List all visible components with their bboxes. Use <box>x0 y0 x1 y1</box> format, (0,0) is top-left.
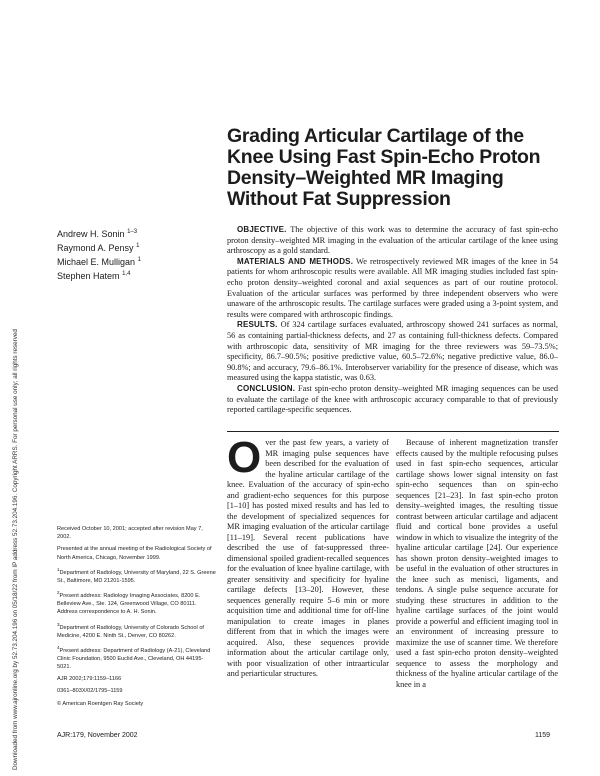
download-watermark <box>0 130 19 770</box>
section-divider <box>227 431 559 432</box>
article-title: Grading Articular Cartilage of the Knee Using Fast Spin-Echo Proton Density–Weighted MR Imaging Without Fat Suppression <box>227 125 541 210</box>
received-note: Received October 10, 2001; accepted after revision May 7, 2002. <box>57 526 203 541</box>
author-list <box>57 226 217 282</box>
download-watermark-text: Downloaded from www.ajronline.org by 52.73.204.196 on 05/18/22 from IP address 52.73.204.196. Copyright ARRS. For personal use only; all rights reserved <box>12 329 19 770</box>
abstract-conclusion: CONCLUSION. Fast spin-echo proton density–weighted MR imaging sequences can be used to evaluate the cartilage of the knee with arthroscopic accuracy comparable to that of previously reported cartilage-specific sequences. <box>227 383 559 415</box>
journal-footer: AJR:179, November 2002 <box>57 732 138 739</box>
issn-note: 0361–803X/02/1795–1159 <box>57 688 123 695</box>
author: Stephen Hatem $^{1,4}$ <box>57 271 131 281</box>
abstract-results: RESULTS. Of 324 cartilage surfaces evaluated, arthroscopy showed 241 surfaces as normal, 56 as containing partial-thickness defects, and 27 as containing full-thickness defects. Compared with arthroscopic data, sensitivity of MR imaging for the three reviewers was 59–73.5%; specificity, 86.7–90.5%; positive predictive value, 60.5–72.6%; negative predictive value, 86.0–90.8%; and accuracy, 79.6–86.1%. Interobserver variability for the presence of disease, which was measured using the kappa statistic, was 0.63. <box>227 320 558 383</box>
author: Raymond A. Pensy $^1$ <box>57 243 140 253</box>
drop-cap: O <box>227 433 262 482</box>
affiliation-note: $^2$Present address: Radiology Imaging Associates, 8200 E. Belleview Ave., Ste. 124, Greenwood Village, CO 80111. Address correspondence to A. H. Sonin. <box>57 590 201 616</box>
intro-paragraph-2: Because of inherent magnetization transfer effects caused by the multiple refocusing pulses used in fast spin-echo sequences, articular cartilage shows lower signal intensity on fast spin-echo sequences than on spin-echo sequences [21–23]. In fast spin-echo proton density–weighted images, the resulting tissue contrast between articular cartilage and adjacent fluid and cortical bone provides a useful window in which to visualize the integrity of the hyaline articular cartilage [24]. Our experience has shown proton density–weighted images to be useful in the evaluation of other structures in the knee such as menisci, ligaments, and tendons. A single pulse sequence accurate for studying these structures in addition to the hyaline cartilage surfaces of the joint would provide a powerful and efficient imaging tool in an environment of increasing pressure to maximize the use of scanner time. We therefore used a fast spin-echo proton density–weighted sequence to assess the morphology and thickness of the hyaline articular cartilage of the knee in a <box>396 438 558 689</box>
author: Michael E. Mulligan $^1$ <box>57 257 141 267</box>
copyright-note: © American Roentgen Ray Society <box>57 700 144 707</box>
author: Andrew H. Sonin $^{1-3}$ <box>57 229 138 239</box>
abstract-methods: MATERIALS AND METHODS. We retrospectively reviewed MR images of the knee in 54 patients for whom arthroscopic results were available. All MR imaging studies included fast spin-echo proton density–weighted coronal and axial sequences as part of our routine protocol. Evaluation of the articular surfaces was performed by three independent observers who were unaware of the arthroscopic results. The cartilage surfaces were graded using a 3-point system, and results were compared with arthroscopic findings. <box>227 256 558 319</box>
abstract-objective: OBJECTIVE. The objective of this work was to determine the accuracy of fast spin-echo proton density–weighted MR imaging in the evaluation of the articular cartilage of the knee using arthroscopy as a gold standard. <box>227 225 558 256</box>
presented-note: Presented at the annual meeting of the Radiological Society of North America, Chicago, November 1999. <box>57 546 212 561</box>
page-number: 1159 <box>535 732 551 739</box>
abstract <box>227 225 558 416</box>
affiliation-note: $^4$Present address: Department of Radiology (A-21), Cleveland Clinic Foundation, 9500 Euclid Ave., Cleveland, OH 44195-5021. <box>57 644 211 671</box>
article-notes <box>57 525 217 712</box>
intro-paragraph-1: ver the past few years, a variety of MR imaging pulse sequences have been described for the evaluation of the hyaline articular cartilage of the knee. Evaluation of the accuracy of spin-echo and gradient-echo sequences for this purpose [1–10] has posted mixed results and has led to the development of specialized sequences for MR imaging evaluation of the articular cartilage [11–19]. Several recent publications have described the use of fat-suppressed three-dimensional spoiled gradient-recalled sequences for the evaluation of knee hyaline cartilage, with greater sensitivity and specificity for hyaline cartilage defects [13–20]. However, these sequences generally require 5–6 min or more acquisition time and additional time for off-line manipulation to create images in planes different from that in which the images were acquired. Also, these sequences provide information about the articular cartilage only, with poor visualization of other intraarticular and periarticular structures. <box>227 438 389 678</box>
affiliation-note: $^1$Department of Radiology, University of Maryland, 22 S. Greene St., Baltimore, MD 21201-1595. <box>57 566 216 584</box>
body-column-2 <box>396 438 558 690</box>
affiliation-note: $^3$Department of Radiology, University of Colorado School of Medicine, 4200 E. Ninth St., Denver, CO 80262. <box>57 621 204 639</box>
body-column-1 <box>227 433 389 680</box>
citation-note: AJR 2002;179:1159–1166 <box>57 676 122 683</box>
